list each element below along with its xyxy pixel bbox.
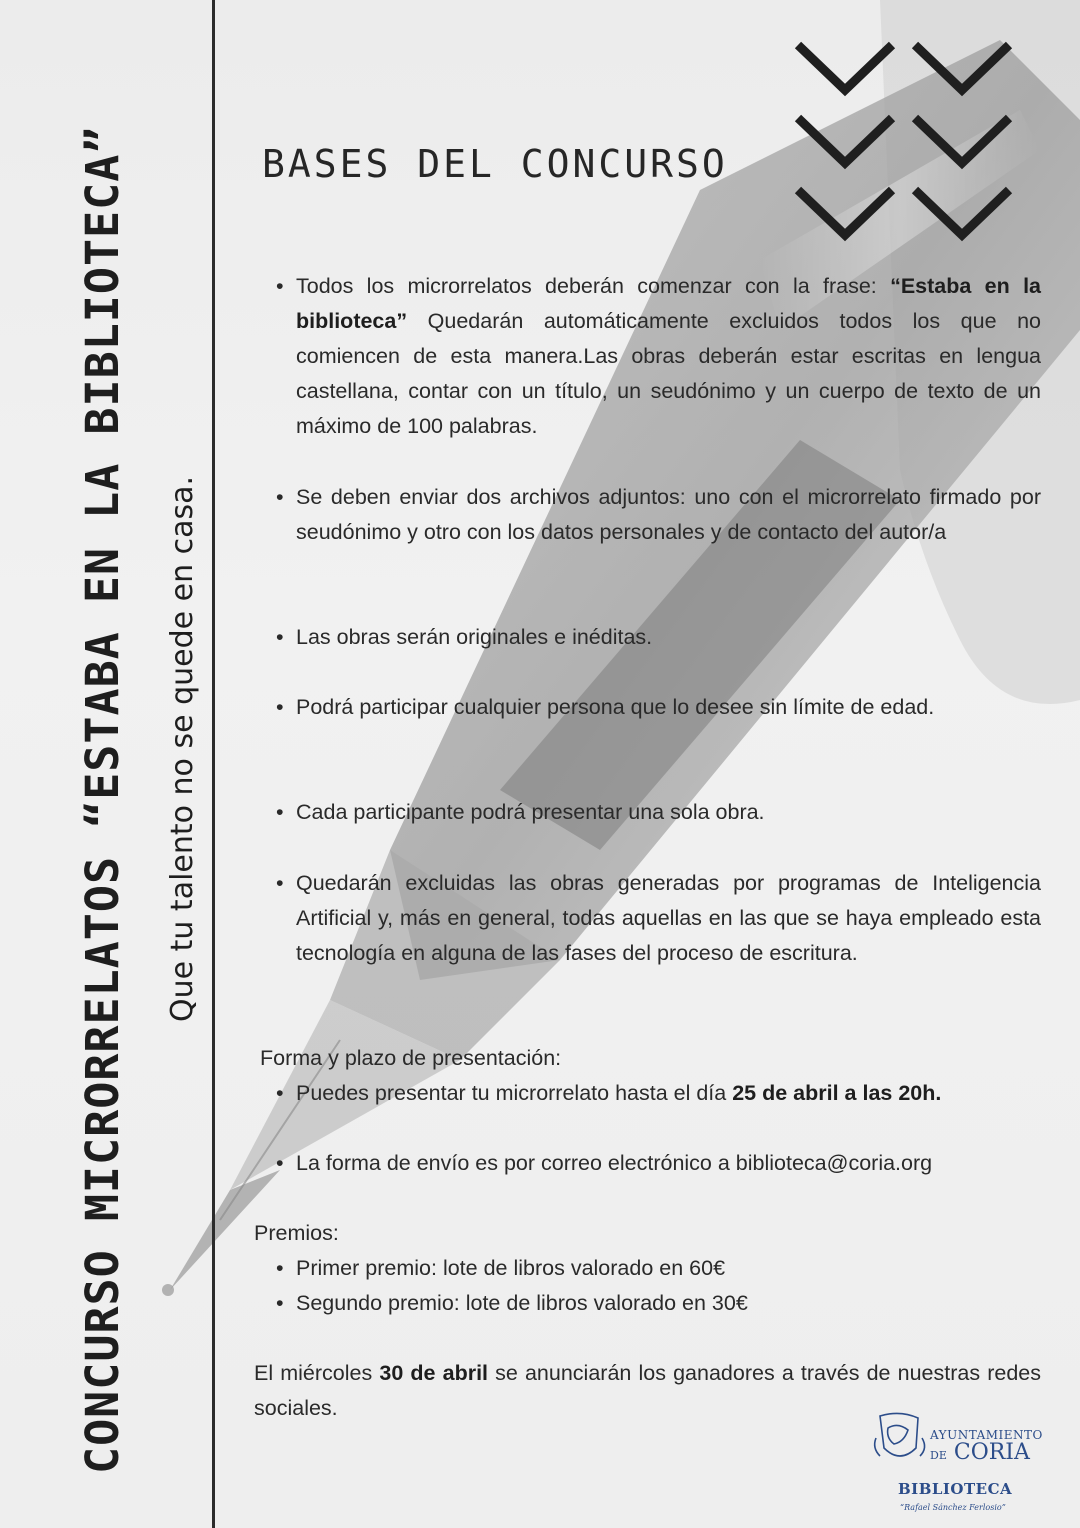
submission-deadline: • Puedes presentar tu microrrelato hasta el día 25 de abril a las 20h. — [296, 1076, 1041, 1111]
submission-method: • La forma de envío es por correo electrónico a biblioteca@coria.org — [296, 1146, 1041, 1181]
logo-line-coria: DE CORIA — [930, 1440, 1030, 1465]
logo-line-biblioteca: BIBLIOTECA — [898, 1480, 1013, 1498]
logo-line-ayuntamiento: AYUNTAMIENTO — [930, 1428, 1043, 1442]
chevron-down-icon — [798, 190, 892, 235]
rule-item: • Quedarán excluidas las obras generadas por programas de Inteligencia Artificial y, más en general, todas aquellas en las que se haya empleado esta tecnología en alguna de las fases del proceso de escritura. — [296, 866, 1041, 971]
submission-heading: Forma y plazo de presentación: — [260, 1046, 562, 1070]
chevron-down-icon — [798, 118, 892, 163]
chevron-down-icon — [915, 45, 1009, 90]
rule-item: • Se deben enviar dos archivos adjuntos: uno con el microrrelato firmado por seudónimo y otro con los datos personales y de contacto del autor/a — [296, 480, 1041, 550]
logo-line-ferlosio: “Rafael Sánchez Ferlosio” — [900, 1503, 1006, 1512]
prize-item: • Primer premio: lote de libros valorado en 60€ — [296, 1251, 1041, 1286]
chevrons-decoration — [790, 40, 1020, 260]
contest-title: CONCURSO MICRORRELATOS “ESTABA EN LA BIBLIOTECA” — [76, 125, 129, 1474]
prizes-heading: Premios: — [254, 1221, 339, 1245]
coria-crest-icon — [870, 1408, 930, 1468]
rule-item: • Todos los microrrelatos deberán comenzar con la frase: “Estaba en la biblioteca” Quedarán automáticamente excluidos todos los que no comiencen de esta manera.Las obras deberán estar escritas en lengua castellana, contar con un título, un seudónimo y un cuerpo de texto de un máximo de 100 palabras. — [296, 269, 1041, 444]
rule-item: • Las obras serán originales e inéditas. — [296, 620, 1041, 655]
contest-tagline: Que tu talento no se quede en casa. — [165, 475, 200, 1022]
prize-item: • Segundo premio: lote de libros valorado en 30€ — [296, 1286, 1041, 1321]
page-title: BASES DEL CONCURSO — [262, 142, 728, 186]
rule-item: • Podrá participar cualquier persona que lo desee sin límite de edad. — [296, 690, 1041, 725]
sidebar-divider — [212, 0, 215, 1528]
chevron-down-icon — [915, 118, 1009, 163]
chevron-down-icon — [915, 190, 1009, 235]
rule-item: • Cada participante podrá presentar una sola obra. — [296, 795, 1041, 830]
chevron-down-icon — [798, 45, 892, 90]
announcement-text: El miércoles 30 de abril se anunciarán los ganadores a través de nuestras redes sociales. — [254, 1361, 1041, 1420]
coria-library-logo — [870, 1408, 1043, 1518]
